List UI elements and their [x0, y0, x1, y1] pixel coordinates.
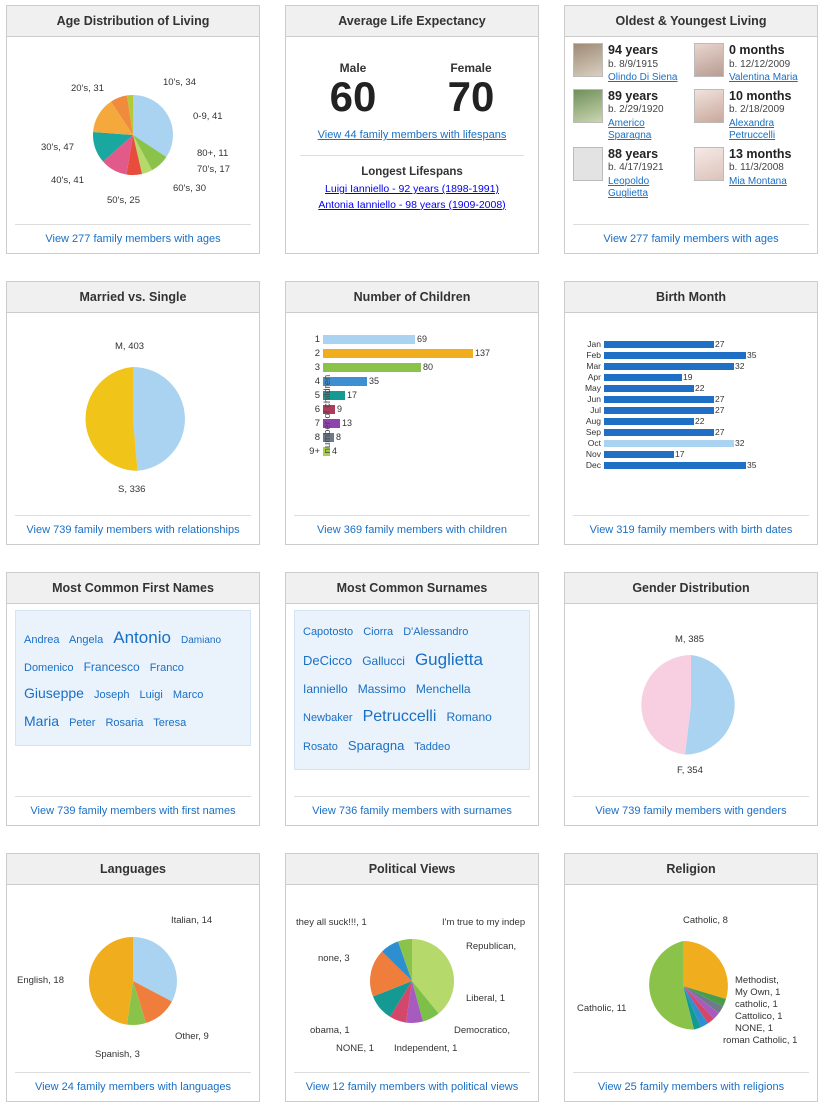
bar-value: 80 — [423, 362, 434, 372]
person-cell[interactable] — [694, 89, 809, 143]
bar-value: 32 — [735, 361, 745, 371]
view-children-link[interactable]: View 369 family members with children — [317, 524, 507, 536]
person-age: 89 years — [608, 88, 659, 103]
bar-label: Aug — [585, 416, 601, 426]
bar-label: Dec — [585, 460, 601, 470]
bar — [604, 451, 674, 458]
card-number-of-children — [285, 281, 539, 545]
avatar — [694, 147, 724, 181]
bar-row — [579, 350, 809, 360]
bar-label: Jun — [587, 394, 601, 404]
avatar — [573, 43, 603, 77]
bar-value: 27 — [715, 339, 725, 349]
pie-married-single — [15, 319, 251, 509]
bar-value: 27 — [715, 405, 725, 415]
languages-chart — [7, 885, 259, 1072]
bar-value: 27 — [715, 394, 725, 404]
name-tag[interactable]: Francesco — [83, 660, 140, 674]
lifespan-entry[interactable]: Antonia Ianniello - 98 years (1909-2008) — [318, 198, 506, 211]
bar-value: 35 — [747, 460, 757, 470]
surnames-cloud — [294, 610, 530, 770]
person-born: b. 4/17/1921 — [608, 162, 664, 174]
bar-row — [308, 445, 530, 457]
person-name-link[interactable]: Mia Montana — [729, 175, 787, 187]
view-ages-link[interactable]: View 277 family members with ages — [603, 233, 779, 245]
view-first-names-link[interactable]: View 739 family members with first names — [30, 805, 236, 817]
pie-label-married: M, 403 — [115, 341, 145, 352]
bar-value: 22 — [695, 416, 705, 426]
person-age: 94 years — [608, 43, 659, 57]
bar-row — [579, 383, 809, 393]
person-name-link[interactable]: Valentina Maria — [729, 72, 798, 84]
bar — [604, 363, 734, 370]
life-expectancy-body — [286, 37, 538, 253]
political-chart — [286, 885, 538, 1072]
bar-row — [579, 438, 809, 448]
view-surnames-link[interactable]: View 736 family members with surnames — [312, 805, 512, 817]
card-footer — [15, 515, 251, 544]
person-born: b. 8/9/1915 — [608, 58, 659, 70]
pie-label-true-to-indep: I'm true to my indep — [442, 917, 526, 928]
card-footer — [573, 1072, 809, 1101]
pie-label-30s: 30's, 47 — [41, 142, 74, 153]
pie-label-other: Other, 9 — [175, 1031, 209, 1042]
name-tag[interactable]: Antonio — [113, 628, 171, 647]
bar — [604, 462, 746, 469]
bar-row — [579, 460, 809, 470]
bar-label: Nov — [585, 449, 601, 459]
bar — [323, 363, 421, 372]
card-birth-month — [564, 281, 818, 545]
pie-label-none: none, 3 — [318, 953, 350, 964]
pie-label-my-own: My Own, 1 — [735, 987, 781, 998]
children-chart — [286, 313, 538, 515]
name-tag[interactable]: Peter — [69, 717, 96, 729]
person-info — [729, 43, 798, 85]
name-tag[interactable]: Guglietta — [414, 650, 483, 669]
card-political-views — [285, 853, 539, 1102]
name-tag[interactable]: Gallucci — [362, 654, 405, 668]
card-footer — [573, 515, 809, 544]
person-info — [729, 147, 792, 201]
bar-label: 2 — [314, 347, 320, 359]
bar-row — [579, 394, 809, 404]
person-info — [608, 147, 688, 201]
bar-label: 8 — [314, 431, 320, 443]
card-title: Age Distribution of Living — [7, 6, 259, 37]
pie-label-catholic-11: Catholic, 11 — [577, 1003, 627, 1014]
avatar-placeholder — [573, 147, 603, 181]
pie-label-female: F, 354 — [677, 765, 703, 776]
view-languages-link[interactable]: View 24 family members with languages — [34, 1081, 232, 1093]
bar-row — [308, 361, 530, 373]
name-tag[interactable]: Damiano — [181, 635, 222, 646]
first-names-body — [7, 604, 259, 796]
pie-label-none-caps: NONE, 1 — [336, 1043, 375, 1054]
name-tag[interactable]: Joseph — [94, 689, 130, 701]
pie-label-10s: 10's, 34 — [163, 77, 196, 88]
pie-label-spanish: Spanish, 3 — [95, 1049, 140, 1060]
pie-label-none: NONE, 1 — [735, 1023, 774, 1034]
bar — [604, 429, 714, 436]
bar-row — [308, 431, 530, 443]
name-tag[interactable]: Luigi — [139, 689, 163, 701]
pie-label-0-9: 0-9, 41 — [193, 111, 223, 122]
person-cell[interactable] — [573, 89, 688, 143]
person-info — [729, 89, 809, 143]
bar-value: 13 — [342, 418, 353, 428]
card-footer — [15, 224, 251, 253]
bar-row — [579, 427, 809, 437]
bar-label: May — [584, 383, 601, 393]
bar-value: 69 — [417, 334, 428, 344]
female-label: Female — [450, 61, 492, 75]
name-tag[interactable]: Ianniello — [303, 682, 348, 696]
avatar — [694, 43, 724, 77]
bar-value: 35 — [747, 350, 757, 360]
bar-row — [579, 416, 809, 426]
name-tag[interactable]: Giuseppe — [24, 685, 84, 701]
y-axis-label: number of children — [321, 374, 333, 454]
bar-label: 1 — [314, 333, 320, 345]
gender-chart — [565, 604, 817, 796]
pie-label-obama: obama, 1 — [310, 1025, 350, 1036]
card-title: Average Life Expectancy — [286, 6, 538, 37]
bar-label: Apr — [587, 372, 601, 382]
pie-label-80plus: 80+, 11 — [197, 148, 229, 159]
card-surnames — [285, 572, 539, 826]
pie-religion — [573, 891, 809, 1066]
name-tag[interactable]: Romano — [446, 710, 492, 724]
bar — [604, 418, 694, 425]
surnames-body — [286, 604, 538, 796]
female-stat — [448, 61, 495, 119]
card-title: Birth Month — [565, 282, 817, 313]
bar-row — [308, 347, 530, 359]
card-title: Oldest & Youngest Living — [565, 6, 817, 37]
divider — [300, 155, 524, 156]
bar-label: Mar — [586, 361, 601, 371]
pie-label-english: English, 18 — [17, 975, 65, 986]
person-born: b. 2/18/2009 — [729, 104, 785, 116]
name-tag[interactable]: Newbaker — [303, 712, 353, 724]
card-title: Married vs. Single — [7, 282, 259, 313]
avatar — [573, 89, 603, 123]
person-age: 0 months — [729, 43, 785, 57]
lifespan-entry[interactable]: Luigi Ianniello - 92 years (1898-1991) — [325, 183, 499, 196]
name-tag[interactable]: Massimo — [357, 682, 406, 696]
bar-row — [579, 449, 809, 459]
name-tag[interactable]: Franco — [149, 662, 184, 674]
religion-chart — [565, 885, 817, 1072]
bar-label: 9+ — [309, 445, 320, 457]
male-value: 60 — [329, 73, 377, 120]
birth-month-chart — [565, 313, 817, 515]
age-distribution-chart — [7, 37, 259, 224]
bar-value: 9 — [337, 404, 343, 414]
bar-label: Jul — [590, 405, 601, 415]
person-age: 88 years — [608, 146, 659, 161]
card-title: Political Views — [286, 854, 538, 885]
name-tag[interactable]: Menchella — [415, 682, 471, 696]
card-age-distribution — [6, 5, 260, 254]
bar-label: 3 — [314, 361, 320, 373]
bar-label: 5 — [314, 389, 320, 401]
name-tag[interactable]: Maria — [24, 713, 60, 729]
pie-label-democratico: Democratico, — [454, 1025, 510, 1036]
pie-label-republican: Republican, — [466, 941, 517, 952]
card-title: Religion — [565, 854, 817, 885]
card-married-single — [6, 281, 260, 545]
name-tag[interactable]: Capotosto — [303, 626, 354, 638]
name-tag[interactable]: Rosato — [303, 741, 338, 753]
bar — [604, 396, 714, 403]
bar-value: 35 — [369, 376, 380, 386]
person-cell[interactable] — [694, 43, 809, 85]
bar-value: 17 — [675, 449, 685, 459]
bar-row — [308, 375, 530, 387]
bar-label: Jan — [587, 339, 601, 349]
card-footer — [15, 1072, 251, 1101]
card-title: Number of Children — [286, 282, 538, 313]
bar-row — [308, 389, 530, 401]
pie-gender — [573, 610, 809, 790]
name-tag[interactable]: D'Alessandro — [403, 626, 469, 638]
pie-languages — [15, 891, 251, 1066]
bar-row — [308, 417, 530, 429]
bar-row — [579, 339, 809, 349]
bar-label: Oct — [587, 438, 601, 448]
name-tag[interactable]: Rosaria — [105, 717, 144, 729]
person-cell[interactable] — [573, 43, 688, 85]
person-cell[interactable] — [573, 147, 688, 201]
card-title: Gender Distribution — [565, 573, 817, 604]
female-value: 70 — [447, 73, 495, 120]
view-genders-link[interactable]: View 739 family members with genders — [595, 805, 787, 817]
bar — [604, 440, 734, 447]
pie-label-70s: 70's, 17 — [197, 164, 230, 175]
bar-label: Sep — [585, 427, 601, 437]
card-footer — [294, 796, 530, 825]
pie-label-liberal: Liberal, 1 — [466, 993, 506, 1004]
bar — [604, 385, 694, 392]
card-footer — [294, 1072, 530, 1101]
male-stat — [330, 61, 377, 119]
card-languages — [6, 853, 260, 1102]
bar-value: 17 — [347, 390, 358, 400]
bar-value: 32 — [735, 438, 745, 448]
bar — [604, 407, 714, 414]
bar-label: 6 — [314, 403, 320, 415]
married-single-chart — [7, 313, 259, 515]
pie-label-40s: 40's, 41 — [51, 175, 84, 186]
bar-value: 4 — [332, 446, 338, 456]
pie-label-independent: Independent, 1 — [394, 1043, 458, 1054]
person-born: b. 12/12/2009 — [729, 58, 791, 70]
pie-label-male: M, 385 — [675, 634, 705, 645]
person-age: 10 months — [729, 88, 792, 103]
bar-value: 22 — [695, 383, 705, 393]
bar-value: 19 — [683, 372, 693, 382]
bar-value: 27 — [715, 427, 725, 437]
life-expectancy-values — [294, 43, 530, 119]
view-lifespans-link[interactable]: View 44 family members with lifespans — [317, 129, 507, 142]
name-tag[interactable]: Marco — [172, 689, 204, 701]
pie-label-50s: 50's, 25 — [107, 195, 140, 206]
pie-label-single: S, 336 — [118, 484, 146, 495]
person-born: b. 11/3/2008 — [729, 162, 784, 174]
pie-age-distribution — [15, 43, 251, 218]
bar-row — [579, 405, 809, 415]
pie-label-italian: Italian, 14 — [171, 915, 213, 926]
person-info — [608, 43, 677, 85]
pie-label-catholic-lower: catholic, 1 — [735, 999, 778, 1010]
view-ages-link[interactable]: View 277 family members with ages — [45, 233, 221, 245]
name-tag[interactable]: Teresa — [153, 717, 187, 729]
male-label: Male — [339, 61, 367, 75]
bar-row — [579, 361, 809, 371]
longest-lifespans-list — [294, 182, 530, 214]
bar-value: 8 — [336, 432, 342, 442]
first-names-cloud — [15, 610, 251, 746]
pie-label-20s: 20's, 31 — [71, 83, 104, 94]
person-name-link[interactable]: Alexandra Petruccelli — [729, 117, 776, 142]
person-cell[interactable] — [694, 147, 809, 201]
bar-label: Feb — [586, 350, 601, 360]
name-tag[interactable]: Petruccelli — [362, 708, 437, 725]
card-gender-distribution — [564, 572, 818, 826]
card-first-names — [6, 572, 260, 826]
view-religions-link[interactable]: View 25 family members with religions — [597, 1081, 785, 1093]
card-title: Languages — [7, 854, 259, 885]
name-tag[interactable]: Taddeo — [414, 741, 451, 753]
bar-label: 4 — [314, 375, 320, 387]
name-tag[interactable]: Ciorra — [363, 626, 394, 638]
card-title: Most Common Surnames — [286, 573, 538, 604]
pie-label-60s: 60's, 30 — [173, 183, 206, 194]
pie-label-they-all-suck: they all suck!!!, 1 — [296, 917, 367, 928]
pie-political — [294, 891, 530, 1066]
bar — [604, 341, 714, 348]
bar-label: 7 — [314, 417, 320, 429]
longest-lifespans-title: Longest Lifespans — [361, 166, 463, 179]
oldest-youngest-body — [565, 37, 817, 224]
card-footer — [15, 796, 251, 825]
view-relationships-link[interactable]: View 739 family members with relationships — [26, 524, 240, 536]
name-tag[interactable]: DeCicco — [303, 653, 353, 668]
pie-label-roman-catholic: roman Catholic, 1 — [723, 1035, 798, 1046]
bar-row — [579, 372, 809, 382]
person-age: 13 months — [729, 146, 792, 161]
bar — [604, 374, 682, 381]
bar — [604, 352, 746, 359]
bar-row — [308, 333, 530, 345]
name-tag[interactable]: Andrea — [24, 634, 60, 646]
person-name-link[interactable]: Leopoldo Guglietta — [608, 175, 650, 200]
card-life-expectancy — [285, 5, 539, 254]
pie-label-methodist: Methodist, — [735, 975, 779, 986]
person-name-link[interactable]: Americo Sparagna — [608, 117, 652, 142]
bar-row — [308, 403, 530, 415]
person-info — [608, 89, 688, 143]
bar — [323, 349, 473, 358]
card-oldest-youngest — [564, 5, 818, 254]
pie-label-catholic-8: Catholic, 8 — [683, 915, 728, 926]
bar-value: 137 — [475, 348, 491, 358]
bar — [323, 335, 415, 344]
avatar — [694, 89, 724, 123]
card-footer — [294, 515, 530, 544]
person-born: b. 2/29/1920 — [608, 104, 664, 116]
view-political-link[interactable]: View 12 family members with political views — [305, 1081, 519, 1093]
children-bars — [308, 333, 530, 457]
person-name-link[interactable]: Olindo Di Siena — [608, 72, 678, 84]
view-birthdates-link[interactable]: View 319 family members with birth dates — [589, 524, 793, 536]
card-title: Most Common First Names — [7, 573, 259, 604]
card-footer — [573, 796, 809, 825]
card-religion — [564, 853, 818, 1102]
name-tag[interactable]: Angela — [68, 634, 104, 646]
name-tag[interactable]: Sparagna — [347, 738, 405, 753]
people-grid — [573, 43, 809, 201]
card-footer — [573, 224, 809, 253]
pie-label-cattolico: Cattolico, 1 — [735, 1011, 783, 1022]
name-tag[interactable]: Domenico — [24, 662, 74, 674]
